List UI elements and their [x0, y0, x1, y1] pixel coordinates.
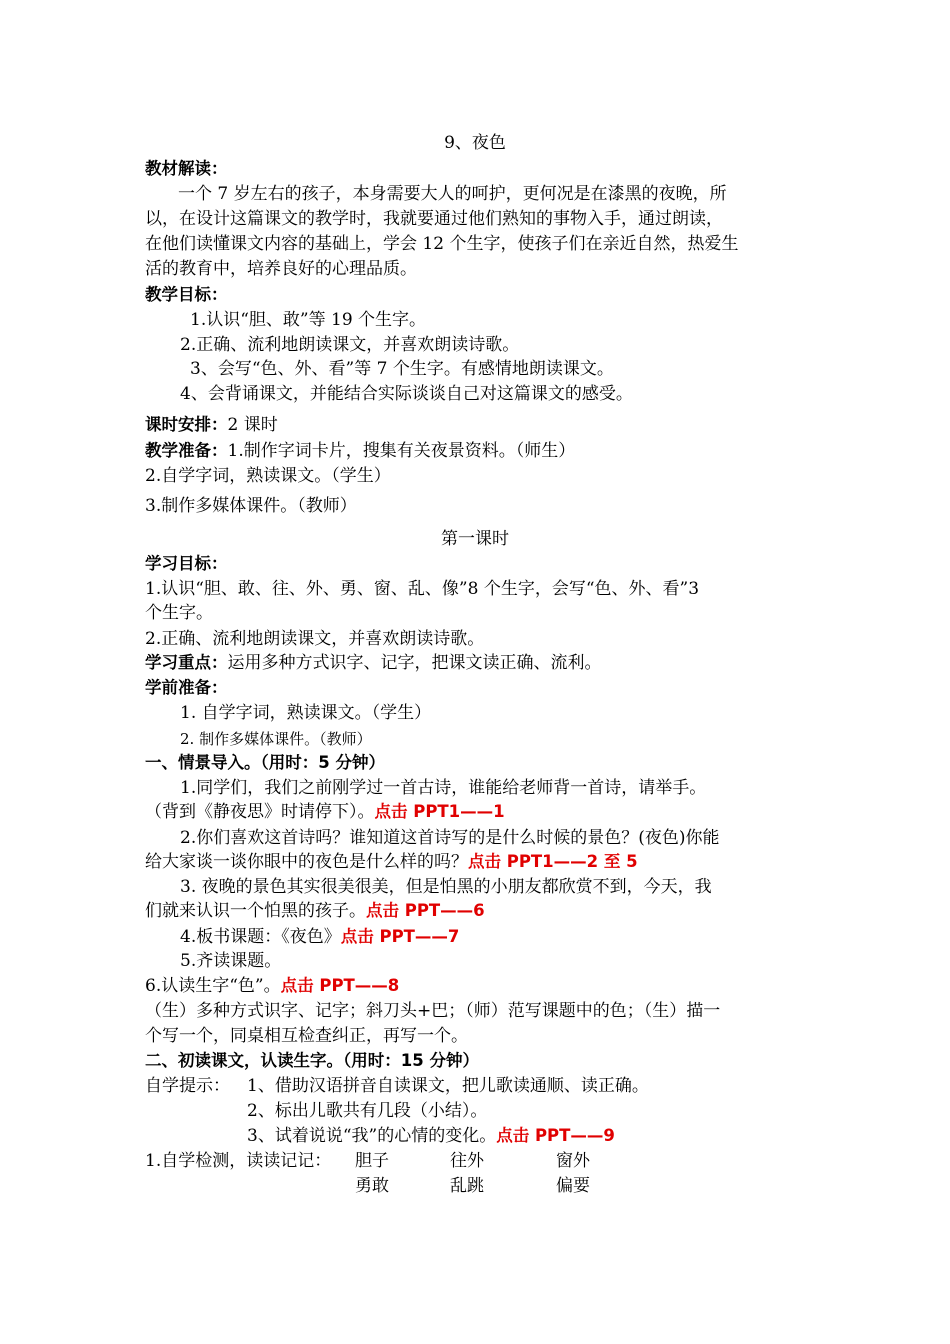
paragraph-line: 2.你们喜欢这首诗吗？谁知道这首诗写的是什么时候的景色？(夜色)你能	[180, 828, 720, 848]
prep-line	[145, 440, 575, 462]
hint-item	[247, 1125, 615, 1147]
list-item: 1.认识“胆、敢”等 19 个生字。	[190, 310, 427, 330]
paragraph-line	[145, 801, 505, 823]
ppt-cue: 点击 PPT——7	[340, 927, 460, 946]
section-heading: 二、初读课文，认读生字。（用时：15 分钟）	[145, 1051, 479, 1070]
label: 课时安排：	[145, 415, 228, 434]
list-item: 3、会写“色、外、看”等 7 个生字。有感情地朗读课文。	[190, 359, 614, 379]
list-item: 2.正确、流利地朗读课文，并喜欢朗读诗歌。	[180, 335, 520, 355]
paragraph-line: 个生字。	[145, 603, 213, 623]
text: （背到《静夜思》时请停下）。	[145, 802, 375, 822]
ppt-cue: 点击 PPT——6	[366, 901, 485, 920]
prep-line: 2.自学字词，熟读课文。（学生）	[145, 466, 391, 486]
paragraph-line: 3. 夜晚的景色其实很美很美，但是怕黑的小朋友都欣赏不到，今天，我	[180, 877, 712, 897]
value: 1.制作字词卡片，搜集有关夜景资料。（师生）	[227, 441, 576, 461]
section-heading: 教材解读：	[145, 159, 228, 178]
ppt-cue: 点击 PPT——8	[280, 976, 400, 995]
paragraph-line: （生）多种方式识字、记字；斜刀头+巴；（师）范写课题中的色；（生）描一	[145, 1001, 721, 1021]
list-item: 4、会背诵课文，并能结合实际谈谈自己对这篇课文的感受。	[180, 384, 633, 404]
paragraph-line	[145, 851, 638, 873]
label: 学习重点：	[145, 653, 228, 672]
value: 2 课时	[227, 415, 278, 435]
section-heading: 一、情景导入。（用时：5 分钟）	[145, 753, 385, 772]
word: 乱跳	[450, 1176, 484, 1196]
paragraph-line: 个写一个，同桌相互检查纠正，再写一个。	[145, 1026, 468, 1046]
paragraph-line: 1.认识“胆、敢、往、外、勇、窗、乱、像”8 个生字，会写“色、外、看”3	[145, 579, 700, 599]
word: 勇敢	[355, 1176, 389, 1196]
paragraph-line: 5.齐读课题。	[180, 951, 282, 971]
schedule-line	[145, 414, 278, 436]
label: 教学准备：	[145, 441, 228, 460]
word: 往外	[450, 1151, 484, 1171]
value: 运用多种方式识字、记字，把课文读正确、流利。	[227, 653, 602, 673]
text: 3、试着说说“我”的心情的变化。	[247, 1126, 497, 1146]
hint-item: 1、借助汉语拼音自读课文，把儿歌读通顺、读正确。	[247, 1076, 649, 1096]
paragraph-line	[145, 975, 399, 997]
lesson-title: 第一课时	[441, 529, 509, 549]
paragraph-line: 在他们读懂课文内容的基础上，学会 12 个生字，使孩子们在亲近自然，热爱生	[145, 234, 739, 254]
paragraph-line: 1.同学们，我们之前刚学过一首古诗，谁能给老师背一首诗，请举手。	[180, 778, 707, 798]
paragraph-line: 以，在设计这篇课文的教学时，我就要通过他们熟知的事物入手，通过朗读，	[145, 209, 723, 229]
list-item: 1. 自学字词，熟读课文。（学生）	[180, 703, 432, 723]
page-title: 9、夜色	[444, 133, 506, 153]
check-label: 1.自学检测，读读记记：	[145, 1151, 332, 1171]
text: 给大家谈一谈你眼中的夜色是什么样的吗？	[145, 852, 468, 872]
text: 6.认读生字“色”。	[145, 976, 281, 996]
hint-item: 2、标出儿歌共有几段（小结）。	[247, 1101, 488, 1121]
word: 胆子	[355, 1151, 389, 1171]
paragraph-line: 活的教育中，培养良好的心理品质。	[145, 259, 417, 279]
text: 们就来认识一个怕黑的孩子。	[145, 901, 366, 921]
section-heading: 学前准备：	[145, 678, 228, 697]
ppt-cue: 点击 PPT1——2 至 5	[468, 852, 638, 871]
list-item: 2. 制作多媒体课件。（教师）	[180, 730, 372, 748]
focus-line	[145, 652, 602, 674]
paragraph-line	[180, 926, 459, 948]
paragraph-line	[145, 900, 485, 922]
paragraph-line: 一个 7 岁左右的孩子，本身需要大人的呵护，更何况是在漆黑的夜晚，所	[178, 184, 727, 204]
paragraph-line: 2.正确、流利地朗读课文，并喜欢朗读诗歌。	[145, 629, 485, 649]
section-heading: 学习目标：	[145, 554, 228, 573]
hint-label: 自学提示：	[145, 1076, 230, 1096]
prep-line: 3.制作多媒体课件。（教师）	[145, 496, 357, 516]
word: 偏要	[556, 1176, 590, 1196]
ppt-cue: 点击 PPT1——1	[374, 802, 505, 821]
ppt-cue: 点击 PPT——9	[496, 1126, 615, 1145]
section-heading: 教学目标：	[145, 285, 228, 304]
text: 4.板书课题：《夜色》	[180, 927, 341, 947]
word: 窗外	[556, 1151, 590, 1171]
